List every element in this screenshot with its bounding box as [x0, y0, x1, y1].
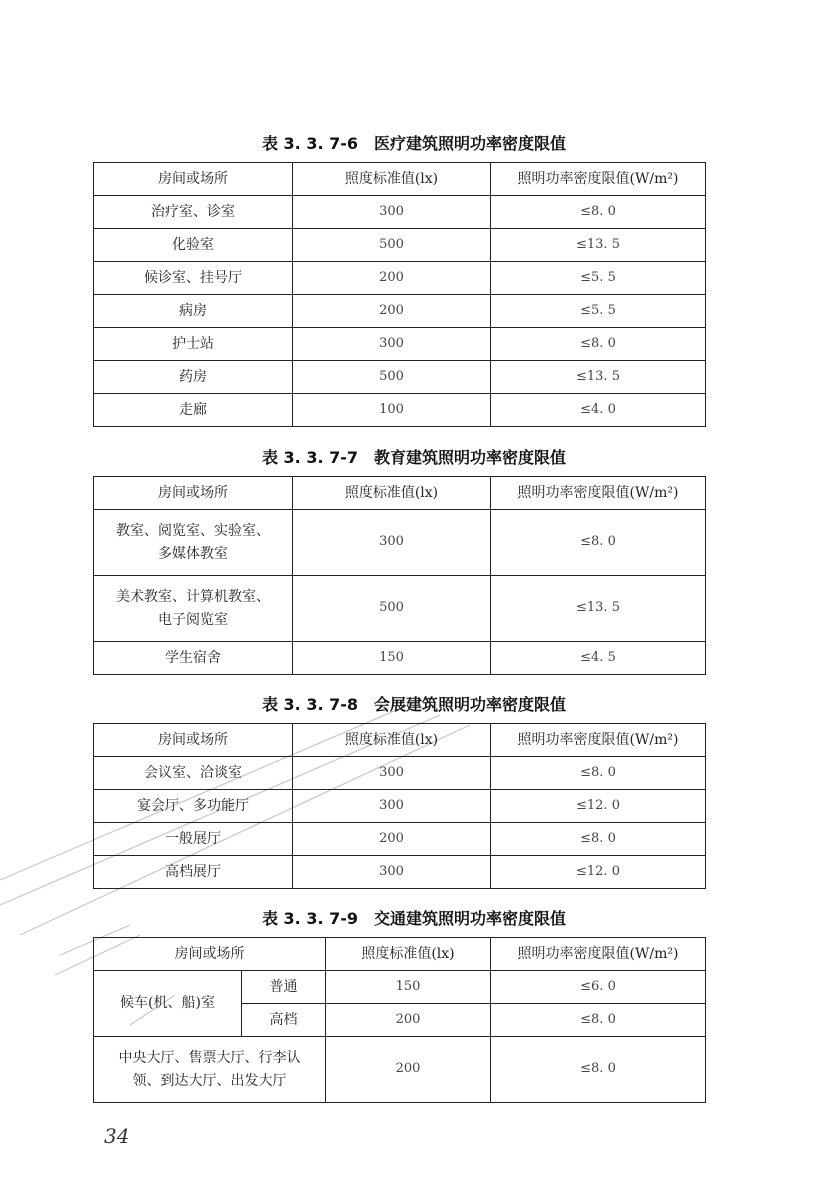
- table-row: [94, 757, 706, 790]
- cell-lpd: ≤8. 0: [491, 823, 706, 856]
- cell-lpd: ≤8. 0: [491, 196, 706, 229]
- cell-illuminance: 300: [293, 328, 491, 361]
- cell-illuminance: 300: [293, 757, 491, 790]
- cell-room: 中央大厅、售票大厅、行李认领、到达大厅、出发大厅: [94, 1037, 326, 1103]
- cell-lpd: ≤12. 0: [491, 856, 706, 889]
- header-room: 房间或场所: [94, 938, 326, 971]
- header-illuminance: 照度标准值(lx): [293, 477, 491, 510]
- table-row: [94, 262, 706, 295]
- header-illuminance: 照度标准值(lx): [326, 938, 491, 971]
- cell-lpd: ≤8. 0: [491, 510, 706, 576]
- cell-room-sub: 普通: [242, 971, 326, 1004]
- cell-illuminance: 200: [326, 1004, 491, 1037]
- cell-illuminance: 150: [293, 642, 491, 675]
- table-row: [94, 856, 706, 889]
- cell-lpd: ≤8. 0: [491, 328, 706, 361]
- cell-lpd: ≤8. 0: [491, 1004, 706, 1037]
- education-lpd-table: [93, 476, 706, 675]
- cell-illuminance: 300: [293, 196, 491, 229]
- cell-room: 美术教室、计算机教室、电子阅览室: [94, 576, 293, 642]
- table-row: [94, 576, 706, 642]
- cell-illuminance: 150: [326, 971, 491, 1004]
- cell-lpd: ≤13. 5: [491, 576, 706, 642]
- table-row: [94, 642, 706, 675]
- cell-lpd: ≤8. 0: [491, 1037, 706, 1103]
- table-row: [94, 971, 706, 1004]
- header-room: 房间或场所: [94, 724, 293, 757]
- cell-room-sub: 高档: [242, 1004, 326, 1037]
- table-row: [94, 790, 706, 823]
- table-caption-medical: 表 3. 3. 7-6 医疗建筑照明功率密度限值: [261, 134, 567, 153]
- cell-illuminance: 500: [293, 361, 491, 394]
- cell-illuminance: 300: [293, 856, 491, 889]
- cell-room: 治疗室、诊室: [94, 196, 293, 229]
- cell-lpd: ≤12. 0: [491, 790, 706, 823]
- cell-room: 高档展厅: [94, 856, 293, 889]
- header-illuminance: 照度标准值(lx): [293, 163, 491, 196]
- table-row: [94, 361, 706, 394]
- page-number: 34: [104, 1124, 130, 1148]
- cell-lpd: ≤5. 5: [491, 262, 706, 295]
- cell-room-group: 候车(机、船)室: [94, 971, 242, 1037]
- cell-lpd: ≤6. 0: [491, 971, 706, 1004]
- table-caption-exhibition: 表 3. 3. 7-8 会展建筑照明功率密度限值: [261, 695, 567, 714]
- cell-room: 宴会厅、多功能厅: [94, 790, 293, 823]
- table-row: [94, 1037, 706, 1103]
- cell-lpd: ≤8. 0: [491, 757, 706, 790]
- header-lpd: 照明功率密度限值(W/m²): [491, 163, 706, 196]
- cell-room: 病房: [94, 295, 293, 328]
- cell-room: 药房: [94, 361, 293, 394]
- cell-room: 教室、阅览室、实验室、多媒体教室: [94, 510, 293, 576]
- cell-lpd: ≤4. 0: [491, 394, 706, 427]
- medical-lpd-table: [93, 162, 706, 427]
- cell-lpd: ≤13. 5: [491, 361, 706, 394]
- header-room: 房间或场所: [94, 163, 293, 196]
- header-illuminance: 照度标准值(lx): [293, 724, 491, 757]
- table-row: [94, 823, 706, 856]
- cell-illuminance: 500: [293, 576, 491, 642]
- header-lpd: 照明功率密度限值(W/m²): [491, 724, 706, 757]
- cell-illuminance: 200: [293, 295, 491, 328]
- table-row: [94, 394, 706, 427]
- table-row: [94, 229, 706, 262]
- cell-room: 学生宿舍: [94, 642, 293, 675]
- header-room: 房间或场所: [94, 477, 293, 510]
- header-lpd: 照明功率密度限值(W/m²): [491, 938, 706, 971]
- cell-illuminance: 200: [326, 1037, 491, 1103]
- cell-illuminance: 300: [293, 510, 491, 576]
- cell-illuminance: 100: [293, 394, 491, 427]
- table-row: [94, 510, 706, 576]
- transport-lpd-table: [93, 937, 706, 1103]
- cell-room: 会议室、洽谈室: [94, 757, 293, 790]
- header-lpd: 照明功率密度限值(W/m²): [491, 477, 706, 510]
- cell-illuminance: 300: [293, 790, 491, 823]
- cell-lpd: ≤4. 5: [491, 642, 706, 675]
- cell-lpd: ≤13. 5: [491, 229, 706, 262]
- table-row: [94, 295, 706, 328]
- cell-room: 走廊: [94, 394, 293, 427]
- table-caption-education: 表 3. 3. 7-7 教育建筑照明功率密度限值: [261, 448, 567, 467]
- cell-room: 候诊室、挂号厅: [94, 262, 293, 295]
- cell-room: 化验室: [94, 229, 293, 262]
- cell-room: 护士站: [94, 328, 293, 361]
- cell-illuminance: 500: [293, 229, 491, 262]
- table-row: [94, 196, 706, 229]
- cell-illuminance: 200: [293, 823, 491, 856]
- table-row: [94, 328, 706, 361]
- table-caption-transport: 表 3. 3. 7-9 交通建筑照明功率密度限值: [261, 909, 567, 928]
- cell-illuminance: 200: [293, 262, 491, 295]
- cell-room: 一般展厅: [94, 823, 293, 856]
- cell-lpd: ≤5. 5: [491, 295, 706, 328]
- exhibition-lpd-table: [93, 723, 706, 889]
